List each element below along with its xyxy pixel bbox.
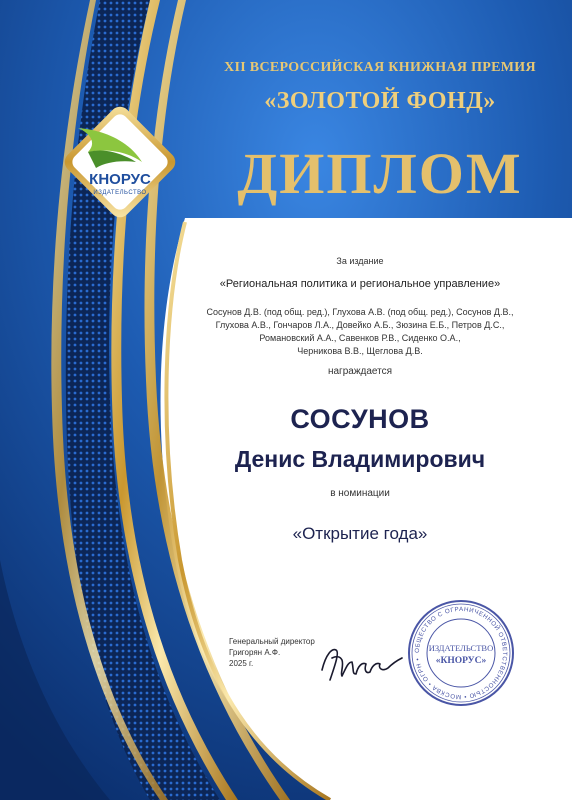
handwritten-signature [318,640,404,686]
signature-year: 2025 г. [229,659,254,668]
seal-ring-text: ОБЩЕСТВО С ОГРАНИЧЕННОЙ ОТВЕТСТВЕННОСТЬЮ • МОСКВА • ОГРН • [413,605,509,701]
diploma-heading: ДИПЛОМ [237,141,523,206]
svg-text:ОБЩЕСТВО С ОГРАНИЧЕННОЙ ОТВЕТС [414,606,508,700]
publisher-seal [405,597,517,709]
knorus-logo [58,100,182,224]
recipient-surname: СОСУНОВ [290,404,430,434]
logo-sub: ИЗДАТЕЛЬСТВО [93,190,147,196]
award-name: «ЗОЛОТОЙ ФОНД» [264,88,496,114]
awarded-label: награждается [327,366,393,377]
seal-line-2: «КНОРУС» [435,656,487,666]
logo-name: КНОРУС [89,171,151,188]
signer-title: Генеральный директор [229,637,315,646]
authors-list [170,306,550,358]
nomination-label: в номинации [330,488,390,499]
book-title: «Региональная политика и региональное управление» [219,278,501,290]
authors-line: Сосунов Д.В. (под общ. ред.), Глухова А.В. (под общ. ред.), Сосунов Д.В., [206,307,514,317]
authors-line: Романовский А.А., Савенков Р.В., Сиденко О.А., [259,333,461,343]
authors-line: Глухова А.В., Гончаров Л.А., Довейко А.Б., Зюзина Е.Б., Петров Д.С., [215,320,505,330]
authors-line: Черникова В.В., Щеглова Д.В. [297,346,423,356]
signer-name: Григорян А.Ф. [229,648,281,657]
for-edition-label: За издание [336,256,384,266]
nomination-name: «Открытие года» [292,524,428,543]
seal-line-1: ИЗДАТЕЛЬСТВО [428,643,494,653]
recipient-given-names: Денис Владимирович [234,446,486,472]
premium-title: XII ВСЕРОССИЙСКАЯ КНИЖНАЯ ПРЕМИЯ [224,60,536,75]
